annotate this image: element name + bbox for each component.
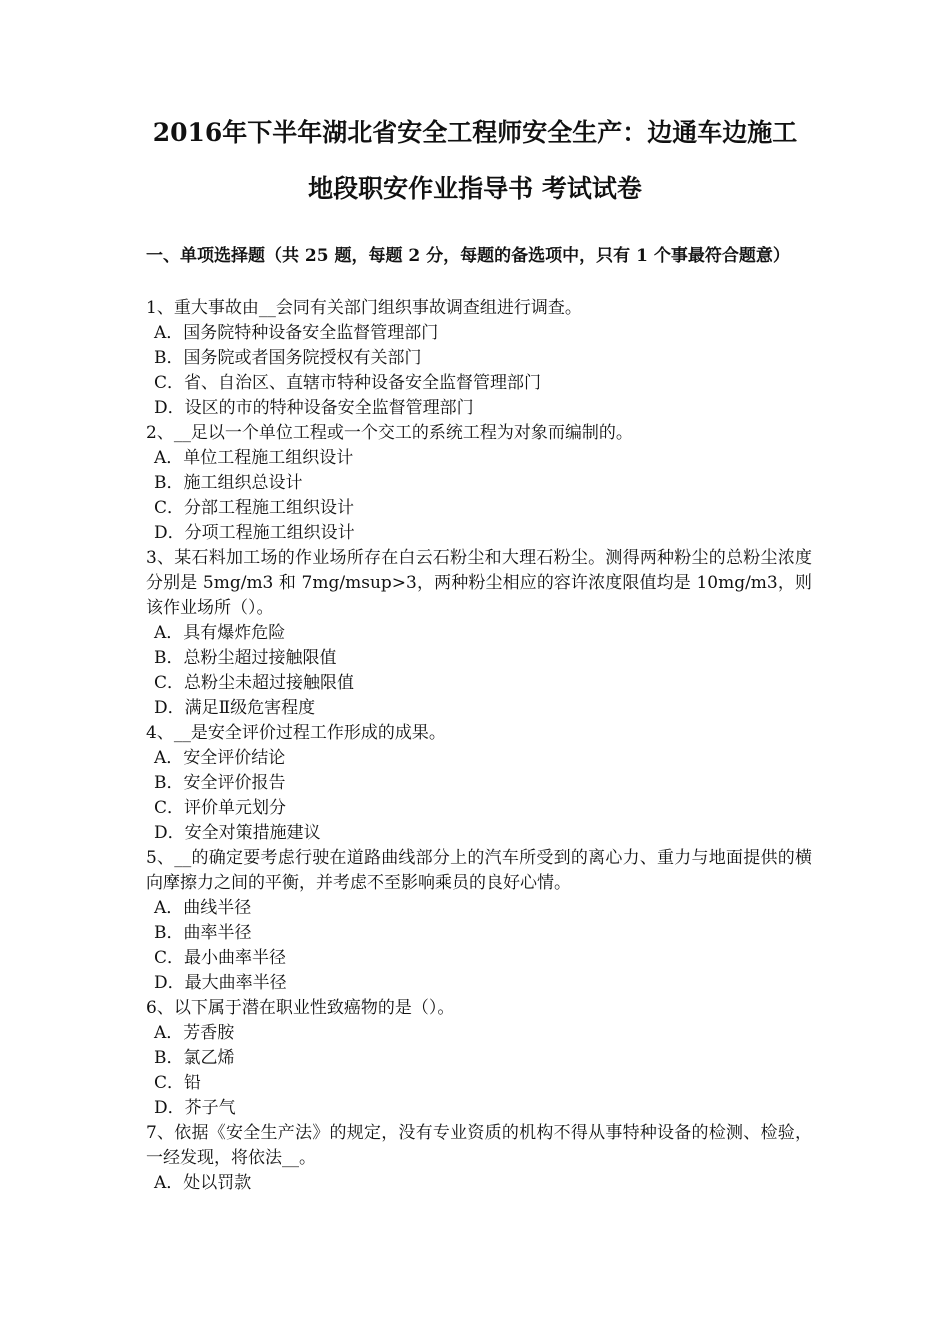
question-option: D．满足Ⅱ级危害程度 (154, 698, 316, 718)
question-option: D．安全对策措施建议 (154, 823, 321, 843)
question-option: C．铅 (154, 1073, 202, 1093)
question-option: B．总粉尘超过接触限值 (154, 648, 337, 668)
question-option: A．处以罚款 (154, 1173, 252, 1193)
question-option: B．安全评价报告 (154, 773, 286, 793)
question-stem: 3、某石料加工场的作业场所存在白云石粉尘和大理石粉尘。测得两种粉尘的总粉尘浓度分别是 5mg/m3 和 7mg/msup>3，两种粉尘相应的容许浓度限值均是 10mg/m3，则该作业场所（）。 (146, 548, 812, 618)
question-option: B．国务院或者国务院授权有关部门 (154, 348, 422, 368)
document-title-line-1: 2016年下半年湖北省安全工程师安全生产：边通车边施工 (152, 118, 798, 147)
section-heading: 一、单项选择题（共 25 题，每题 2 分，每题的备选项中，只有 1 个事最符合题意） (146, 246, 790, 266)
document-title-line-2: 地段职安作业指导书 考试试卷 (308, 174, 642, 203)
question-option: D．分项工程施工组织设计 (154, 523, 355, 543)
question-stem: 1、重大事故由__会同有关部门组织事故调查组进行调查。 (146, 298, 582, 318)
question-option: B．氯乙烯 (154, 1048, 235, 1068)
question-option: A．具有爆炸危险 (154, 623, 286, 643)
question-option: D．芥子气 (154, 1098, 236, 1118)
question-option: B．施工组织总设计 (154, 473, 303, 493)
question-option: A．安全评价结论 (154, 748, 286, 768)
question-option: A．曲线半径 (154, 898, 252, 918)
question-stem: 6、以下属于潜在职业性致癌物的是（）。 (146, 998, 455, 1018)
question-option: B．曲率半径 (154, 923, 252, 943)
question-option: C．分部工程施工组织设计 (154, 498, 355, 518)
question-option: C．最小曲率半径 (154, 948, 287, 968)
question-option: C．总粉尘未超过接触限值 (154, 673, 355, 693)
question-option: C．评价单元划分 (154, 798, 287, 818)
question-stem: 5、__的确定要考虑行驶在道路曲线部分上的汽车所受到的离心力、重力与地面提供的横向摩擦力之间的平衡，并考虑不至影响乘员的良好心情。 (146, 848, 812, 893)
question-option: C．省、自治区、直辖市特种设备安全监督管理部门 (154, 373, 542, 393)
question-stem: 7、依据《安全生产法》的规定，没有专业资质的机构不得从事特种设备的检测、检验，一经发现，将依法__。 (146, 1123, 812, 1168)
question-option: A．芳香胺 (154, 1023, 235, 1043)
question-option: A．单位工程施工组织设计 (154, 448, 354, 468)
question-stem: 4、__是安全评价过程工作形成的成果。 (146, 723, 446, 743)
question-option: A．国务院特种设备安全监督管理部门 (154, 323, 439, 343)
question-option: D．设区的市的特种设备安全监督管理部门 (154, 398, 474, 418)
question-stem: 2、__足以一个单位工程或一个交工的系统工程为对象而编制的。 (146, 423, 633, 443)
question-option: D．最大曲率半径 (154, 973, 287, 993)
question-list (146, 296, 812, 1196)
